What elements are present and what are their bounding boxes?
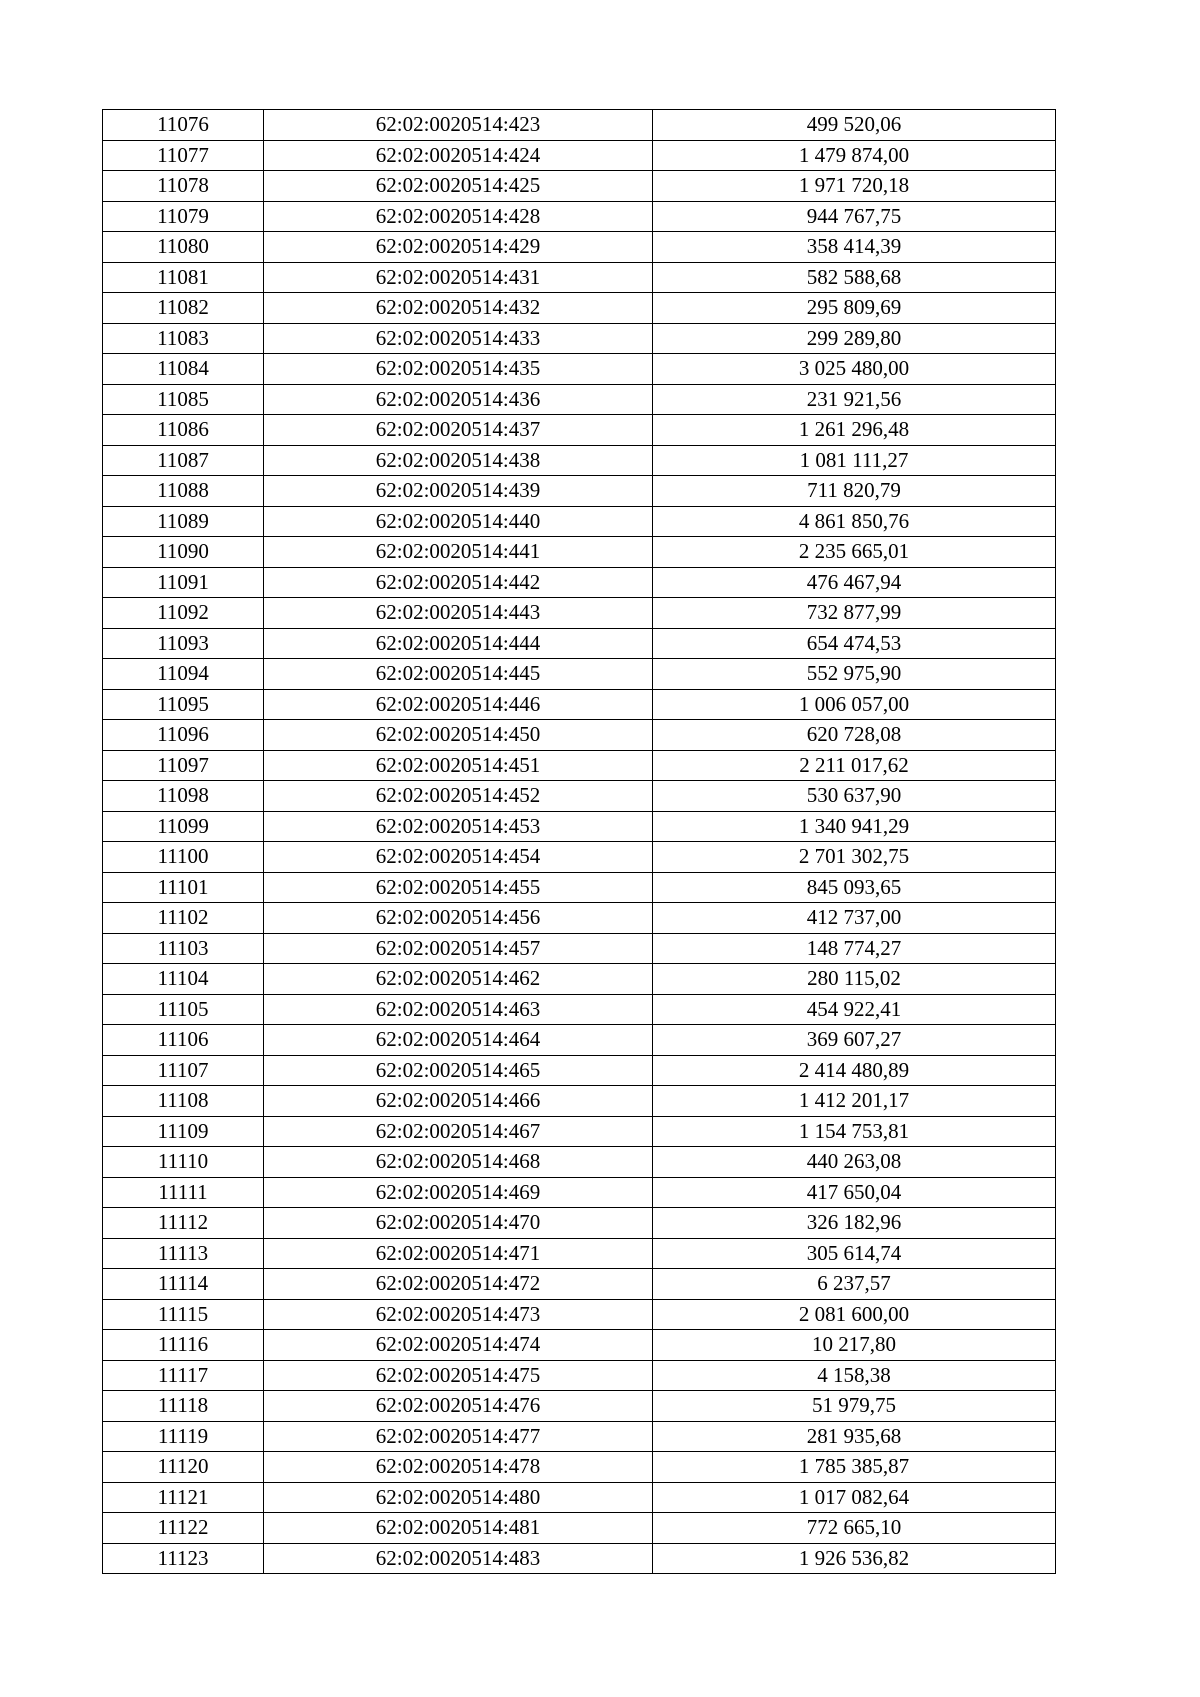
- cadastral-number-cell: 62:02:0020514:478: [264, 1452, 653, 1483]
- row-number-cell: 11117: [103, 1360, 264, 1391]
- value-cell: 1 971 720,18: [653, 171, 1056, 202]
- table-row: [103, 750, 1056, 781]
- value-cell: 1 926 536,82: [653, 1543, 1056, 1574]
- row-number-cell: 11079: [103, 201, 264, 232]
- value-cell: 2 211 017,62: [653, 750, 1056, 781]
- value-cell: 499 520,06: [653, 110, 1056, 141]
- row-number-cell: 11103: [103, 933, 264, 964]
- row-number-cell: 11122: [103, 1513, 264, 1544]
- row-number-cell: 11081: [103, 262, 264, 293]
- cadastral-number-cell: 62:02:0020514:481: [264, 1513, 653, 1544]
- table-row: [103, 415, 1056, 446]
- row-number-cell: 11111: [103, 1177, 264, 1208]
- value-cell: 476 467,94: [653, 567, 1056, 598]
- value-cell: 1 006 057,00: [653, 689, 1056, 720]
- value-cell: 4 861 850,76: [653, 506, 1056, 537]
- cadastral-number-cell: 62:02:0020514:452: [264, 781, 653, 812]
- value-cell: 231 921,56: [653, 384, 1056, 415]
- cadastral-number-cell: 62:02:0020514:453: [264, 811, 653, 842]
- cadastral-number-cell: 62:02:0020514:455: [264, 872, 653, 903]
- row-number-cell: 11102: [103, 903, 264, 934]
- value-cell: 845 093,65: [653, 872, 1056, 903]
- row-number-cell: 11076: [103, 110, 264, 141]
- value-cell: 358 414,39: [653, 232, 1056, 263]
- row-number-cell: 11085: [103, 384, 264, 415]
- cadastral-number-cell: 62:02:0020514:436: [264, 384, 653, 415]
- row-number-cell: 11096: [103, 720, 264, 751]
- table-row: [103, 110, 1056, 141]
- cadastral-number-cell: 62:02:0020514:424: [264, 140, 653, 171]
- row-number-cell: 11105: [103, 994, 264, 1025]
- table-row: [103, 445, 1056, 476]
- table-row: [103, 964, 1056, 995]
- value-cell: 732 877,99: [653, 598, 1056, 629]
- table-row: [103, 1391, 1056, 1422]
- value-cell: 326 182,96: [653, 1208, 1056, 1239]
- table-row: [103, 1360, 1056, 1391]
- table-row: [103, 1299, 1056, 1330]
- row-number-cell: 11120: [103, 1452, 264, 1483]
- cadastral-number-cell: 62:02:0020514:480: [264, 1482, 653, 1513]
- table-row: [103, 689, 1056, 720]
- table-row: [103, 1421, 1056, 1452]
- value-cell: 944 767,75: [653, 201, 1056, 232]
- row-number-cell: 11088: [103, 476, 264, 507]
- value-cell: 1 412 201,17: [653, 1086, 1056, 1117]
- row-number-cell: 11109: [103, 1116, 264, 1147]
- row-number-cell: 11082: [103, 293, 264, 324]
- table-row: [103, 598, 1056, 629]
- table-row: [103, 903, 1056, 934]
- value-cell: 1 081 111,27: [653, 445, 1056, 476]
- row-number-cell: 11083: [103, 323, 264, 354]
- value-cell: 454 922,41: [653, 994, 1056, 1025]
- cadastral-number-cell: 62:02:0020514:464: [264, 1025, 653, 1056]
- table-row: [103, 628, 1056, 659]
- value-cell: 552 975,90: [653, 659, 1056, 690]
- table-row: [103, 354, 1056, 385]
- cadastral-number-cell: 62:02:0020514:472: [264, 1269, 653, 1300]
- table-row: [103, 659, 1056, 690]
- value-cell: 620 728,08: [653, 720, 1056, 751]
- cadastral-number-cell: 62:02:0020514:435: [264, 354, 653, 385]
- table-row: [103, 933, 1056, 964]
- table-row: [103, 1482, 1056, 1513]
- cadastral-number-cell: 62:02:0020514:438: [264, 445, 653, 476]
- row-number-cell: 11078: [103, 171, 264, 202]
- cadastral-number-cell: 62:02:0020514:456: [264, 903, 653, 934]
- table-row: [103, 1238, 1056, 1269]
- table-row: [103, 1177, 1056, 1208]
- row-number-cell: 11089: [103, 506, 264, 537]
- cadastral-number-cell: 62:02:0020514:423: [264, 110, 653, 141]
- table-row: [103, 171, 1056, 202]
- row-number-cell: 11101: [103, 872, 264, 903]
- cadastral-number-cell: 62:02:0020514:437: [264, 415, 653, 446]
- table-row: [103, 720, 1056, 751]
- table-row: [103, 811, 1056, 842]
- value-cell: 148 774,27: [653, 933, 1056, 964]
- table-row: [103, 323, 1056, 354]
- table-row: [103, 1025, 1056, 1056]
- table-row: [103, 537, 1056, 568]
- cadastral-number-cell: 62:02:0020514:432: [264, 293, 653, 324]
- cadastral-number-cell: 62:02:0020514:451: [264, 750, 653, 781]
- cadastral-number-cell: 62:02:0020514:466: [264, 1086, 653, 1117]
- data-table: [102, 109, 1056, 1574]
- cadastral-number-cell: 62:02:0020514:474: [264, 1330, 653, 1361]
- cadastral-number-cell: 62:02:0020514:428: [264, 201, 653, 232]
- cadastral-number-cell: 62:02:0020514:462: [264, 964, 653, 995]
- row-number-cell: 11116: [103, 1330, 264, 1361]
- value-cell: 1 479 874,00: [653, 140, 1056, 171]
- row-number-cell: 11099: [103, 811, 264, 842]
- row-number-cell: 11092: [103, 598, 264, 629]
- row-number-cell: 11119: [103, 1421, 264, 1452]
- table-row: [103, 1086, 1056, 1117]
- row-number-cell: 11106: [103, 1025, 264, 1056]
- table-row: [103, 262, 1056, 293]
- row-number-cell: 11080: [103, 232, 264, 263]
- table-row: [103, 1543, 1056, 1574]
- cadastral-number-cell: 62:02:0020514:433: [264, 323, 653, 354]
- cadastral-number-cell: 62:02:0020514:440: [264, 506, 653, 537]
- table-row: [103, 140, 1056, 171]
- value-cell: 530 637,90: [653, 781, 1056, 812]
- table-row: [103, 1513, 1056, 1544]
- cadastral-number-cell: 62:02:0020514:468: [264, 1147, 653, 1178]
- cadastral-number-cell: 62:02:0020514:445: [264, 659, 653, 690]
- table-row: [103, 567, 1056, 598]
- row-number-cell: 11084: [103, 354, 264, 385]
- table-row: [103, 201, 1056, 232]
- cadastral-number-cell: 62:02:0020514:446: [264, 689, 653, 720]
- cadastral-number-cell: 62:02:0020514:454: [264, 842, 653, 873]
- value-cell: 280 115,02: [653, 964, 1056, 995]
- row-number-cell: 11095: [103, 689, 264, 720]
- cadastral-number-cell: 62:02:0020514:471: [264, 1238, 653, 1269]
- cadastral-number-cell: 62:02:0020514:450: [264, 720, 653, 751]
- value-cell: 582 588,68: [653, 262, 1056, 293]
- cadastral-number-cell: 62:02:0020514:443: [264, 598, 653, 629]
- value-cell: 295 809,69: [653, 293, 1056, 324]
- cadastral-number-cell: 62:02:0020514:425: [264, 171, 653, 202]
- row-number-cell: 11094: [103, 659, 264, 690]
- table-row: [103, 1055, 1056, 1086]
- cadastral-number-cell: 62:02:0020514:473: [264, 1299, 653, 1330]
- table-row: [103, 1147, 1056, 1178]
- value-cell: 3 025 480,00: [653, 354, 1056, 385]
- table-row: [103, 1116, 1056, 1147]
- table-row: [103, 1452, 1056, 1483]
- table-row: [103, 994, 1056, 1025]
- row-number-cell: 11118: [103, 1391, 264, 1422]
- row-number-cell: 11114: [103, 1269, 264, 1300]
- value-cell: 6 237,57: [653, 1269, 1056, 1300]
- row-number-cell: 11086: [103, 415, 264, 446]
- table-row: [103, 506, 1056, 537]
- value-cell: 412 737,00: [653, 903, 1056, 934]
- value-cell: 1 261 296,48: [653, 415, 1056, 446]
- cadastral-number-cell: 62:02:0020514:457: [264, 933, 653, 964]
- cadastral-number-cell: 62:02:0020514:429: [264, 232, 653, 263]
- value-cell: 654 474,53: [653, 628, 1056, 659]
- row-number-cell: 11100: [103, 842, 264, 873]
- table-row: [103, 842, 1056, 873]
- value-cell: 2 081 600,00: [653, 1299, 1056, 1330]
- cadastral-number-cell: 62:02:0020514:444: [264, 628, 653, 659]
- value-cell: 417 650,04: [653, 1177, 1056, 1208]
- row-number-cell: 11110: [103, 1147, 264, 1178]
- value-cell: 369 607,27: [653, 1025, 1056, 1056]
- value-cell: 2 414 480,89: [653, 1055, 1056, 1086]
- row-number-cell: 11108: [103, 1086, 264, 1117]
- table-row: [103, 872, 1056, 903]
- row-number-cell: 11098: [103, 781, 264, 812]
- cadastral-number-cell: 62:02:0020514:483: [264, 1543, 653, 1574]
- row-number-cell: 11104: [103, 964, 264, 995]
- value-cell: 2 235 665,01: [653, 537, 1056, 568]
- value-cell: 51 979,75: [653, 1391, 1056, 1422]
- cadastral-number-cell: 62:02:0020514:470: [264, 1208, 653, 1239]
- table-row: [103, 232, 1056, 263]
- table-row: [103, 293, 1056, 324]
- row-number-cell: 11077: [103, 140, 264, 171]
- cadastral-number-cell: 62:02:0020514:441: [264, 537, 653, 568]
- table-row: [103, 1269, 1056, 1300]
- value-cell: 4 158,38: [653, 1360, 1056, 1391]
- table-row: [103, 384, 1056, 415]
- value-cell: 711 820,79: [653, 476, 1056, 507]
- cadastral-number-cell: 62:02:0020514:431: [264, 262, 653, 293]
- table-row: [103, 781, 1056, 812]
- row-number-cell: 11123: [103, 1543, 264, 1574]
- row-number-cell: 11113: [103, 1238, 264, 1269]
- value-cell: 1 785 385,87: [653, 1452, 1056, 1483]
- value-cell: 1 340 941,29: [653, 811, 1056, 842]
- row-number-cell: 11093: [103, 628, 264, 659]
- value-cell: 2 701 302,75: [653, 842, 1056, 873]
- row-number-cell: 11121: [103, 1482, 264, 1513]
- cadastral-number-cell: 62:02:0020514:463: [264, 994, 653, 1025]
- table-body: [103, 110, 1056, 1574]
- cadastral-number-cell: 62:02:0020514:465: [264, 1055, 653, 1086]
- value-cell: 299 289,80: [653, 323, 1056, 354]
- table-row: [103, 1330, 1056, 1361]
- cadastral-number-cell: 62:02:0020514:477: [264, 1421, 653, 1452]
- cadastral-number-cell: 62:02:0020514:476: [264, 1391, 653, 1422]
- row-number-cell: 11115: [103, 1299, 264, 1330]
- cadastral-number-cell: 62:02:0020514:467: [264, 1116, 653, 1147]
- table-row: [103, 476, 1056, 507]
- value-cell: 1 154 753,81: [653, 1116, 1056, 1147]
- cadastral-number-cell: 62:02:0020514:439: [264, 476, 653, 507]
- cadastral-number-cell: 62:02:0020514:475: [264, 1360, 653, 1391]
- value-cell: 10 217,80: [653, 1330, 1056, 1361]
- value-cell: 772 665,10: [653, 1513, 1056, 1544]
- row-number-cell: 11112: [103, 1208, 264, 1239]
- cadastral-number-cell: 62:02:0020514:469: [264, 1177, 653, 1208]
- row-number-cell: 11107: [103, 1055, 264, 1086]
- row-number-cell: 11097: [103, 750, 264, 781]
- table-row: [103, 1208, 1056, 1239]
- value-cell: 281 935,68: [653, 1421, 1056, 1452]
- row-number-cell: 11091: [103, 567, 264, 598]
- cadastral-number-cell: 62:02:0020514:442: [264, 567, 653, 598]
- value-cell: 305 614,74: [653, 1238, 1056, 1269]
- row-number-cell: 11087: [103, 445, 264, 476]
- value-cell: 440 263,08: [653, 1147, 1056, 1178]
- row-number-cell: 11090: [103, 537, 264, 568]
- value-cell: 1 017 082,64: [653, 1482, 1056, 1513]
